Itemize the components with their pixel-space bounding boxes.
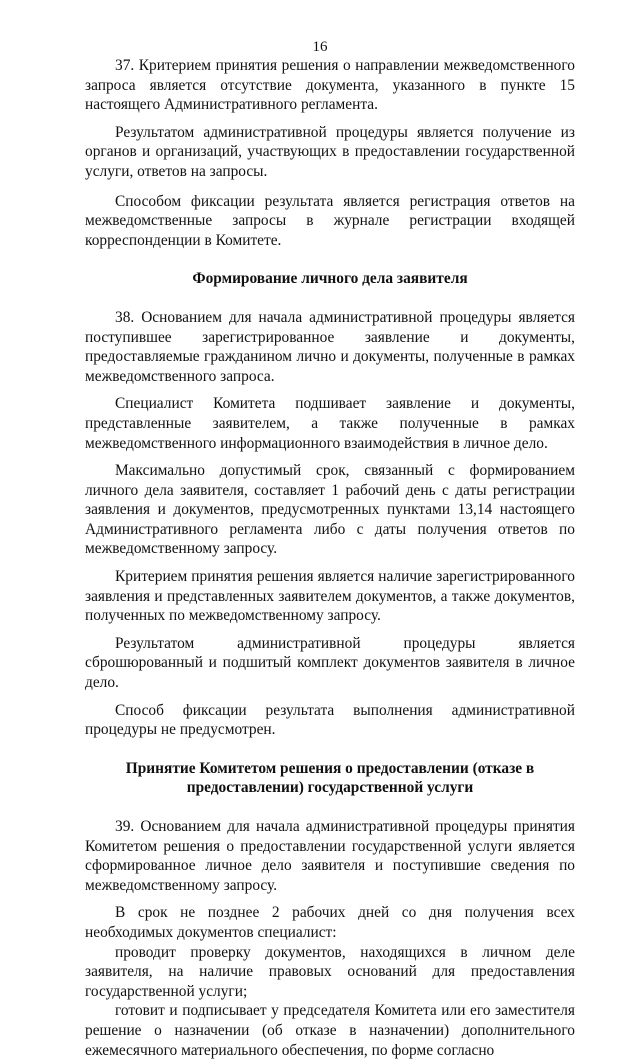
paragraph-39-basis: 39. Основанием для начала административной процедуры принятия Комитетом решения о предоставлении государственной услуги является сформированное личное дело заявителя и поступившие сведения по межведомственному запросу. — [85, 818, 575, 894]
section-heading-decision-line1: Принятие Комитетом решения о предоставлении (отказе в — [125, 759, 535, 777]
paragraph-38-result: Результатом административной процедуры является сброшюрованный и подшитый комплект документов заявителя в личное дело. — [85, 634, 575, 692]
section-heading-personal-file: Формирование личного дела заявителя — [192, 270, 468, 288]
paragraph-39-check: проводит проверку документов, находящихся в личном деле заявителя, на наличие правовых оснований для предоставления государственной услуги; — [85, 943, 575, 1000]
paragraph-37-criterion: 37. Критерием принятия решения о направлении межведомственного запроса является отсутствие документа, указанного в пункте 15 настоящего Административного регламента. — [85, 57, 575, 114]
paragraph-39-term: В срок не позднее 2 рабочих дней со дня получения всех необходимых документов специалист: — [85, 904, 575, 941]
document-body — [85, 56, 575, 1060]
paragraph-38-specialist: Специалист Комитета подшивает заявление и документы, представленные заявителем, а также полученные в рамках межведомственного информационного взаимодействия в личное дело. — [85, 395, 575, 452]
paragraph-39-prepare: готовит и подписывает у председателя Комитета или его заместителя решение о назначении (об отказе в назначении) дополнительного ежемесячного материального обеспечения, по форме согласно — [85, 1002, 575, 1059]
section-heading-decision — [85, 759, 575, 798]
paragraph-37-fixation: Способом фиксации результата является регистрация ответов на межведомственные запросы в журнале регистрации входящей корреспонденции в Комитете. — [85, 192, 575, 249]
section-heading-decision-line2: предоставлении) государственной услуги — [186, 779, 474, 797]
paragraph-37-result: Результатом административной процедуры является получение из органов и организаций, участвующих в предоставлении государственной услуги, ответов на запросы. — [85, 123, 575, 180]
paragraph-38-max-term: Максимально допустимый срок, связанный с формированием личного дела заявителя, составляет 1 рабочий день с даты регистрации заявления и документов, предусмотренных пунктами 13,14 настоящего Административного регламента либо с даты получения ответов по межведомственному запросу. — [85, 462, 575, 558]
page-number: 16 — [312, 39, 328, 55]
paragraph-38-criterion: Критерием принятия решения является наличие зарегистрированного заявления и представленных заявителем документов, а также документов, полученных по межведомственному запросу. — [85, 568, 575, 625]
paragraph-38-basis: 38. Основанием для начала административной процедуры является поступившее зарегистрированное заявление и документы, предоставляемые гражданином лично и документы, полученные в рамках межведомственного запроса. — [85, 308, 575, 385]
paragraph-38-fixation: Способ фиксации результата выполнения административной процедуры не предусмотрен. — [85, 701, 575, 739]
